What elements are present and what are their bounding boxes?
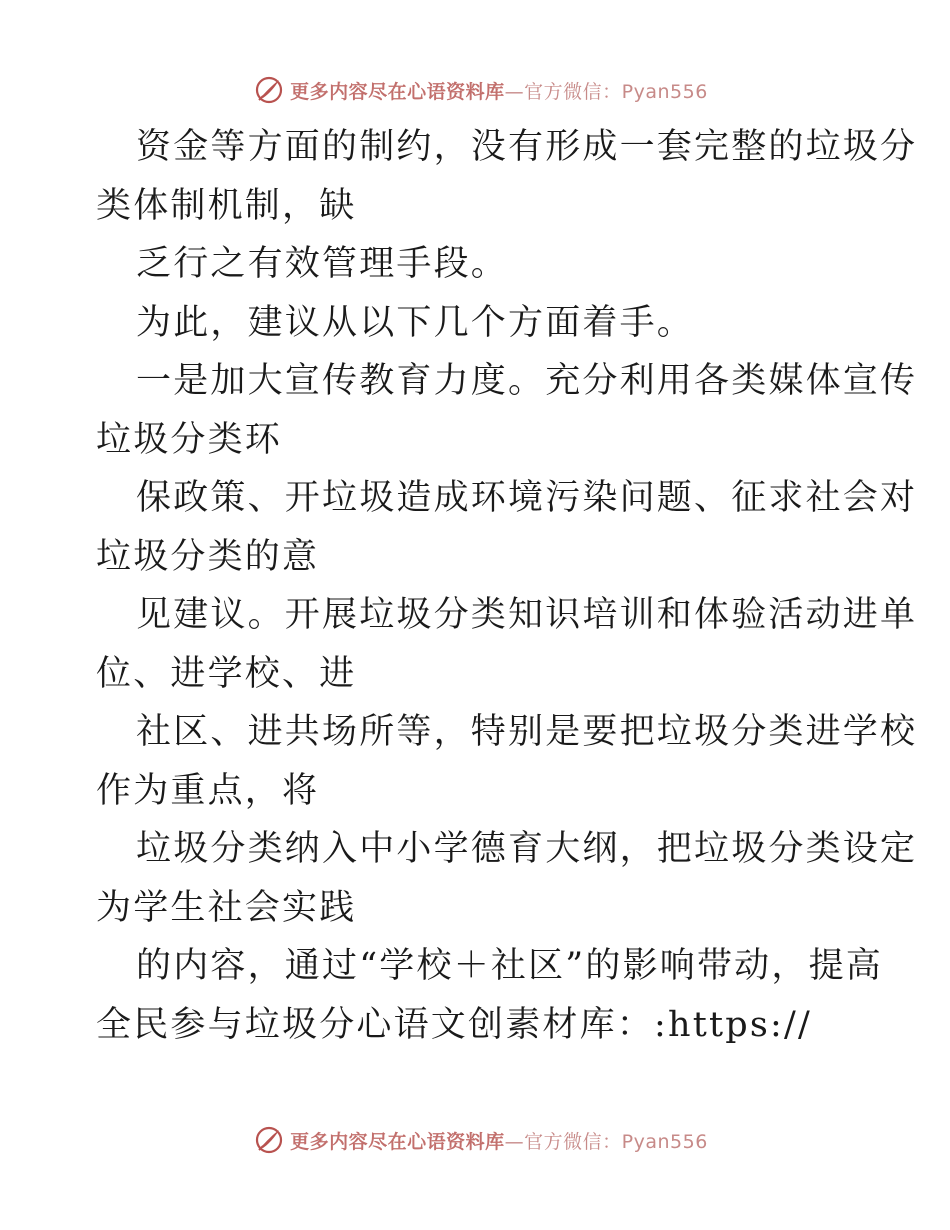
document-body (96, 118, 918, 1054)
paragraph-line: 一是加大宣传教育力度。充分利用各类媒体宣传 (136, 361, 918, 401)
paragraph-line: 为此，建议从以下几个方面着手。 (136, 302, 695, 343)
paragraph-line: 垃圾分类纳入中小学德育大纲，把垃圾分类设定 (136, 829, 918, 869)
paragraph-line: 见建议。开展垃圾分类知识培训和体验活动进单 (136, 595, 918, 635)
footer-banner-secondary: —官方微信：Pyan556 (504, 1130, 708, 1153)
footer-banner-text (290, 1127, 708, 1154)
footer-banner (0, 1120, 950, 1160)
paragraph-line: 为学生社会实践 (96, 887, 357, 928)
paragraph-line: 作为重点，将 (96, 770, 320, 811)
header-banner-main: 更多内容尽在心语资料库 (290, 80, 505, 103)
header-banner-inner (254, 75, 708, 105)
paragraph-line: 垃圾分类的意 (96, 536, 320, 577)
quill-circle-logo-icon (254, 1125, 284, 1155)
paragraph-line: 全民参与垃圾分心语文创素材库：:https:// (96, 1004, 813, 1045)
paragraph-line: 乏行之有效管理手段。 (136, 244, 509, 284)
paragraph-line: 类体制机制，缺 (96, 185, 357, 226)
paragraph-line: 社区、进共场所等，特别是要把垃圾分类进学校 (136, 712, 918, 752)
header-banner-secondary: —官方微信：Pyan556 (504, 80, 708, 103)
header-banner (0, 70, 950, 110)
paragraph-line: 位、进学校、进 (96, 653, 357, 694)
paragraph-line: 的内容，通过“学校＋社区”的影响带动，提高 (136, 946, 883, 986)
paragraph-line: 保政策、开垃圾造成环境污染问题、征求社会对 (136, 478, 918, 518)
paragraph-line: 垃圾分类环 (96, 419, 283, 460)
footer-banner-inner (254, 1125, 708, 1155)
paragraph-line: 资金等方面的制约，没有形成一套完整的垃圾分 (136, 127, 918, 167)
header-banner-text (290, 77, 708, 104)
quill-circle-logo-icon (254, 75, 284, 105)
footer-banner-main: 更多内容尽在心语资料库 (290, 1130, 505, 1153)
